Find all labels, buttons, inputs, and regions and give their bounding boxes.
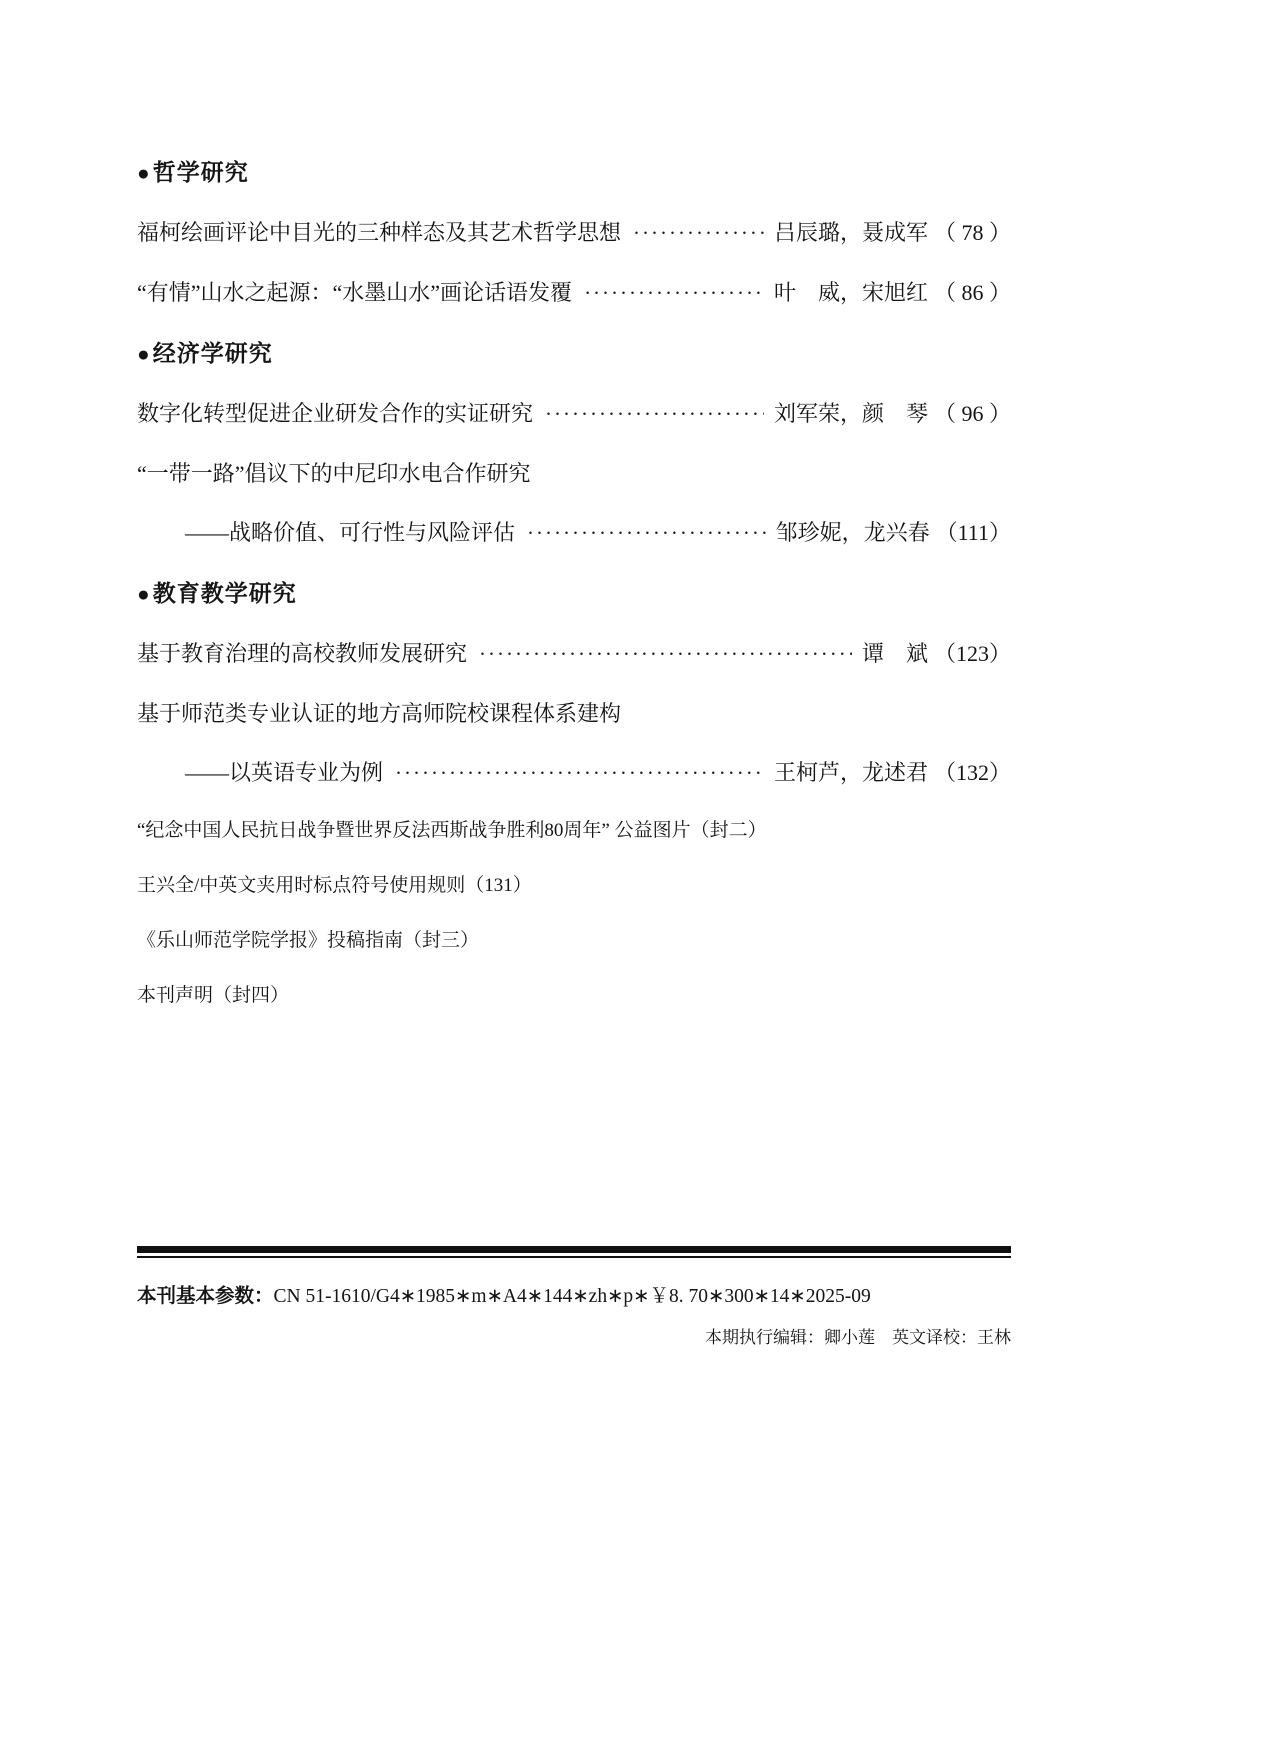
journal-params [137,1284,1011,1309]
toc-content [137,158,1011,1349]
entry-title: 数字化转型促进企业研发合作的实证研究 [137,401,534,426]
entry-authors: 王柯芦，龙述君 [773,760,928,785]
footer-rule-thick [137,1246,1011,1253]
note-item: 本刊声明（封四） [137,985,290,1006]
note-item: 王兴全/中英文夹用时标点符号使用规则（131） [137,875,532,896]
dot-leader [479,640,852,668]
section-bullet-icon: ● [137,343,151,366]
editor-credits: 本期执行编辑：卿小莲 英文译校：王林 [705,1328,1011,1347]
section-heading-education [137,579,1011,609]
toc-entry-title-line [137,700,1011,727]
toc-entry [137,400,1011,428]
entry-page-number: （132） [933,760,1011,785]
entry-subtitle: ——以英语专业为例 [185,760,384,785]
entry-title: “有情”山水之起源：“水墨山水”画论话语发覆 [137,280,573,305]
entry-page-number: （111） [935,520,1011,545]
note-item: “纪念中国人民抗日战争暨世界反法西斯战争胜利80周年” 公益图片（封二） [137,820,767,841]
toc-entry-subtitle-line [137,519,1011,547]
section-bullet-icon: ● [137,162,151,185]
entry-page-number: （ 78 ） [933,220,1011,245]
section-heading-label: 经济学研究 [152,340,273,366]
params-label: 本刊基本参数： [137,1285,274,1307]
note-item: 《乐山师范学院学报》投稿指南（封三） [137,930,480,951]
toc-entry [137,219,1011,247]
entry-title: 基于教育治理的高校教师发展研究 [137,641,468,666]
section-heading-philosophy [137,158,1011,188]
toc-entry [137,279,1011,307]
footer-rule-thin [137,1256,1011,1258]
dot-leader [527,519,766,547]
entry-authors: 吕辰璐，聂成军 [773,220,928,245]
entry-authors: 邹珍妮，龙兴春 [775,520,930,545]
entry-authors: 叶 威，宋旭红 [773,280,928,305]
dot-leader [633,219,764,247]
dot-leader [584,279,764,307]
entry-page-number: （ 96 ） [933,401,1011,426]
entry-page-number: （ 86 ） [933,280,1011,305]
entry-title: 福柯绘画评论中目光的三种样态及其艺术哲学思想 [137,220,622,245]
dot-leader [395,759,764,787]
entry-authors: 刘军荣，颜 琴 [773,401,928,426]
section-heading-label: 哲学研究 [152,159,249,185]
toc-entry-title-line [137,460,1011,487]
section-heading-economics [137,339,1011,369]
dot-leader [545,400,764,428]
section-heading-label: 教育教学研究 [152,580,297,606]
footer [137,1246,1011,1349]
params-value: CN 51-1610/G4∗1985∗m∗A4∗144∗zh∗p∗￥8. 70∗300∗14∗2025-09 [273,1286,871,1307]
entry-page-number: （123） [933,641,1011,666]
toc-entry [137,640,1011,668]
section-bullet-icon: ● [137,583,151,606]
entry-subtitle: ——战略价值、可行性与风险评估 [185,520,516,545]
entry-title: “一带一路”倡议下的中尼印水电合作研究 [137,461,531,486]
toc-entry-subtitle-line [137,759,1011,787]
entry-authors: 谭 斌 [861,641,928,666]
entry-title: 基于师范类专业认证的地方高师院校课程体系建构 [137,701,622,726]
